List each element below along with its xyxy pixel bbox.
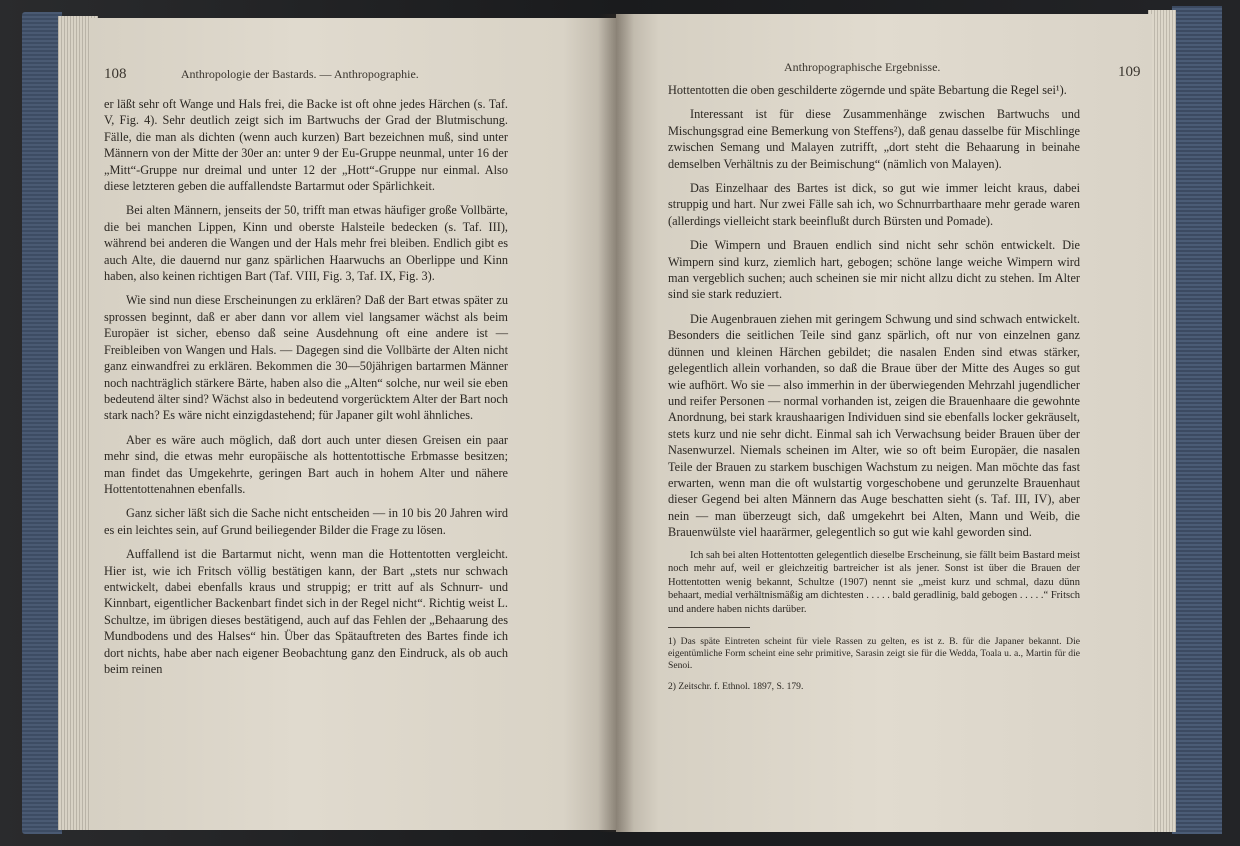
paragraph: Bei alten Männern, jenseits der 50, trifft man etwas häufiger große Vollbärte, die bei manchen Lippen, Kinn und oberste Halsteile bedecken (s. Taf. III), während bei anderen die Wangen und der Hals mehr frei bleiben. Endlich gibt es auch Alte, die dauernd nur ganz spärlichen Haarwuchs an Oberlippe und Kinn haben, also keinen richtigen Bart (Taf. VIII, Fig. 3, Taf. IX, Fig. 3). xyxy=(104,203,508,284)
right-text-column xyxy=(668,82,1080,701)
paragraph: Die Wimpern und Brauen endlich sind nicht sehr schön entwickelt. Die Wimpern sind kurz, ziemlich hart, gebogen; schöne lange weiche Wimpern wird man vergeblich suchen; auch scheinen sie mir nicht allzu dicht zu stehen. Im Alter sind sie stark reduziert. xyxy=(668,238,1080,302)
paragraph: er läßt sehr oft Wange und Hals frei, die Backe ist oft ohne jedes Härchen (s. Taf. V, Fig. 4). Sehr deutlich zeigt sich im Bartwuchs der Grad der Blutmischung. Fälle, die man als dichten (wenn auch kurzen) Bart bezeichnen muß, sind unter Männern von der Mitte der 30er an: unter 9 der Eu-Gruppe neunmal, unter 16 der „Mitt“-Gruppe nur dreimal und unter 12 der „Hott“-Gruppe nur einmal. Also diese letzteren geben die auffallendste Bartarmut oder Spärlichkeit. xyxy=(104,97,508,194)
book-cover-right xyxy=(1172,6,1222,834)
left-page-number: 108 xyxy=(104,66,127,82)
left-running-head xyxy=(104,66,504,83)
paragraph: Wie sind nun diese Erscheinungen zu erklären? Daß der Bart etwas später zu sprossen beginnt, daß er aber dann vor allem viel langsamer wächst als beim Europäer ist sicher, ebenso daß seine Ausdehnung oft eine andere ist — Freibleiben von Wangen und Hals. — Dagegen sind die Vollbärte der Alten nicht ganz einwandfrei zu erklären. Bekommen die 30—50jährigen bartarmen Männer noch nachträglich stärkere Bärte, haben also die „Alten“ solche, nur weil sie eben bedeutend älter sind? Wächst also in bedeutend vorgerücktem Alter der Bart noch stark nach? Es wäre nicht einzigdastehend; für Japaner gilt wohl ähnliches. xyxy=(104,293,508,423)
left-text-column xyxy=(104,96,508,685)
paragraph: Hottentotten die oben geschilderte zögernde und späte Bebartung die Regel sei¹). xyxy=(668,83,1067,97)
right-running-title: Anthropographische Ergebnisse. xyxy=(784,60,941,74)
left-page xyxy=(90,18,616,830)
footnote: 1) Das späte Eintreten scheint für viele Rassen zu gelten, es ist z. B. für die Japaner bekannt. Die eigentümliche Form scheint eine sehr primitive, Sarasin zeigt sie für die Wedda, Toala u. a., Martin für die Senoi. xyxy=(668,635,1080,672)
paragraph: Auffallend ist die Bartarmut nicht, wenn man die Hottentotten vergleicht. Hier ist, wie ich Fritsch völlig bestätigen kann, der Bart „stets nur schwach entwickelt, dabei ebenfalls kraus und struppig; er tritt auf als Schnurr- und Kinnbart, eigentlicher Backenbart findet sich in der Regel nicht“. Richtig weist L. Schultze, im übrigen dieses bestätigend, auch auf das Fehlen der „Behaarung des Mundbodens und des Halses“ hin. Über das Spätauftreten des Bartes finde ich dort nichts, habe aber nach eigener Beobachtung ganz den Eindruck, als ob auch beim reinen xyxy=(104,547,508,676)
paragraph: Die Augenbrauen ziehen mit geringem Schwung und sind schwach entwickelt. Besonders die seitlichen Teile sind ganz spärlich, oft nur von einzelnen ganz dünnen und kleinen Härchen gebildet; die nasalen Enden sind etwas stärker, gelegentlich allein vorhanden, so daß die Braue über der Mitte des Auges so gut wie aufhört. Wo sie — also immerhin in der überwiegenden Mehrzahl jugendlicher und reifer Personen — normal vorhanden ist, zeigen die Brauenhaare die gewohnte Anordnung, bei stark kraushaarigen Individuen sind sie ebenfalls locker gekräuselt, stets kurz und nie sehr dicht. Einmal sah ich Verwachsung beider Brauen über der Nasenwurzel. Niemals scheinen im Alter, wie so oft beim Europäer, die nasalen Teile der Brauen zu starkem buschigen Wachstum zu neigen. Man möchte das fast erwarten, wenn man die oft wulstartig vorgeschobene und gerunzelte Brauenhaut dieser Gegend bei alten Männern das Auge beschatten sieht (s. Taf. III, IV), aber nein — man überzeugt sich, daß umgekehrt bei Alten, Mann und Weib, die Brauenwülste viel haarärmer, gelegentlich so gut wie kahl geworden sind. xyxy=(668,311,1080,540)
small-print-paragraph: Ich sah bei alten Hottentotten gelegentlich dieselbe Erscheinung, sie fällt beim Bastard meist noch mehr auf, weil er gleichzeitig bartreicher ist als jener. Sonst ist über die Brauen der Hottentotten wenig bekannt, Schultze (1907) nennt sie „meist kurz und schmal, dazu dünn behaart, medial verhältnismäßig am dichtesten . . . . . bald geradlinig, bald gebogen . . . . .“ Fritsch und andere haben nichts darüber. xyxy=(668,549,1081,615)
footnote: 2) Zeitschr. f. Ethnol. 1897, S. 179. xyxy=(668,680,804,692)
paragraph: Das Einzelhaar des Bartes ist dick, so gut wie immer leicht kraus, dabei struppig und hart. Nur zwei Fälle sah ich, wo Schnurrbarthaare mehr gerade waren (allerdings vielleicht stark beeinflußt durch Bürsten und Pomade). xyxy=(668,181,1080,228)
right-page xyxy=(616,14,1152,832)
book-cover-left xyxy=(22,12,62,834)
right-running-head xyxy=(784,60,1141,80)
right-page-number: 109 xyxy=(1118,64,1141,80)
paragraph: Interessant ist für diese Zusammenhänge zwischen Bartwuchs und Mischungsgrad eine Bemerkung von Steffens²), daß genau dasselbe für Mischlinge zwischen Semang und Malayen zutrifft, „dort steht die Behaarung in beinahe demselben Verhältnis zu der Beimischung“ (nämlich von Malayen). xyxy=(668,107,1080,171)
page-edges-right xyxy=(1148,10,1176,832)
paragraph: Aber es wäre auch möglich, daß dort auch unter diesen Greisen ein paar mehr sind, die etwas mehr europäische als hottentottische Erbmasse besitzen; man findet das Umgekehrte, geringen Bart auch in hohem Alter und nähere Hottentottenahnen ebenfalls. xyxy=(104,432,508,496)
footnote-separator xyxy=(668,627,750,628)
book-gutter xyxy=(598,14,634,832)
left-running-title: Anthropologie der Bastards. — Anthropographie. xyxy=(180,67,419,81)
paragraph: Ganz sicher läßt sich die Sache nicht entscheiden — in 10 bis 20 Jahren wird es ein leichtes sein, auf Grund beiliegender Bilder die Frage zu lösen. xyxy=(104,506,508,537)
